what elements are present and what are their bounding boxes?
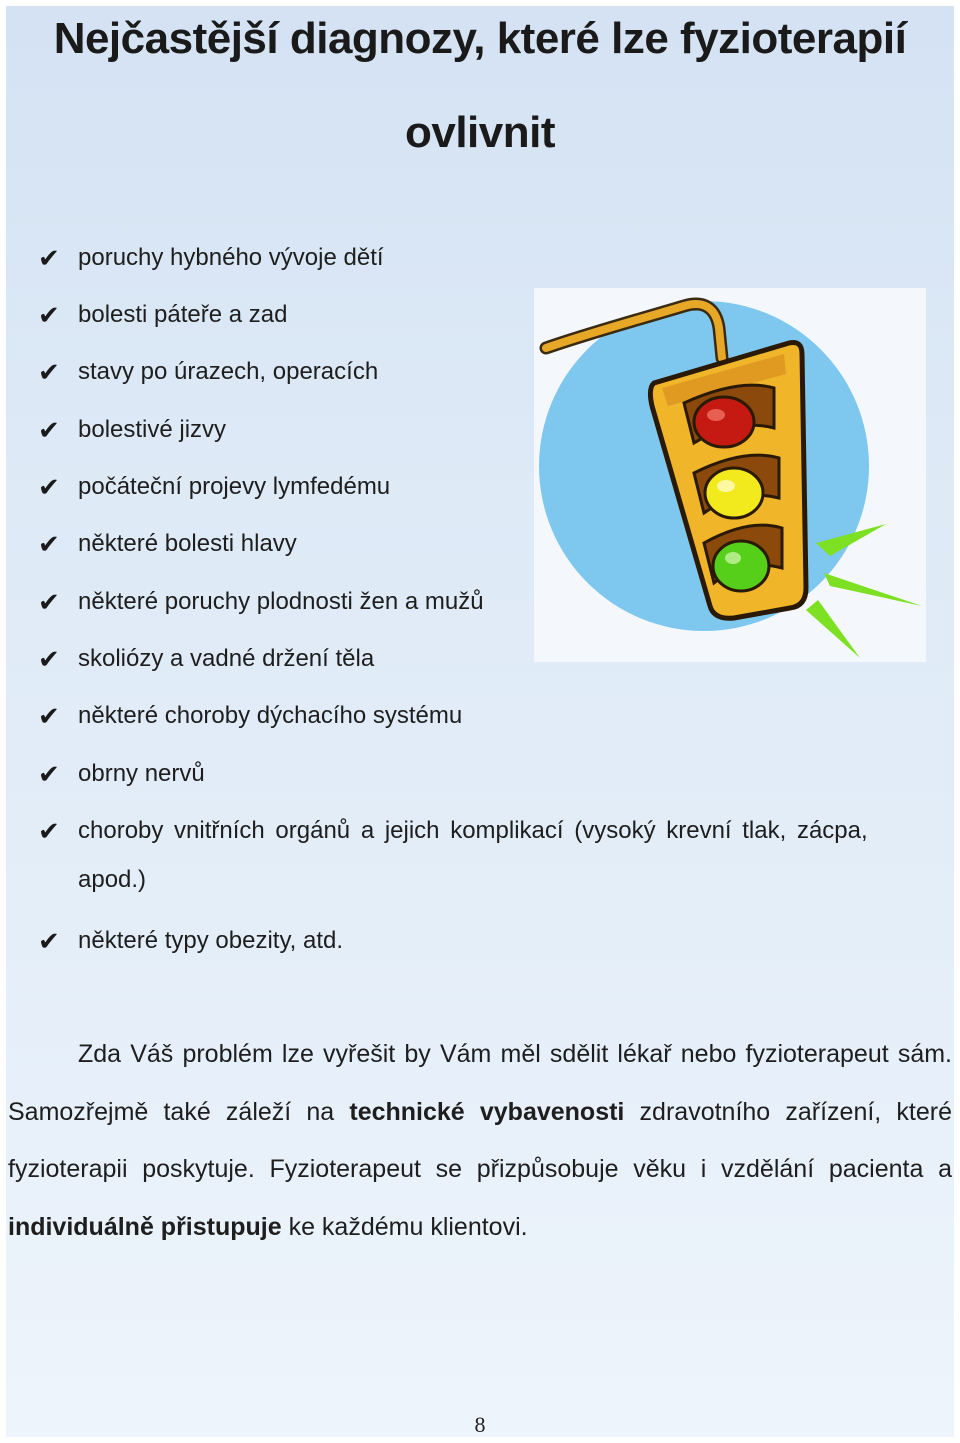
list-item: ✔ obrny nervů <box>38 759 205 789</box>
page-number: 8 <box>474 1412 486 1437</box>
green-light <box>713 541 769 591</box>
yellow-light <box>705 468 763 518</box>
list-item: ✔ některé bolesti hlavy <box>38 529 297 559</box>
info-paragraph: Zda Váš problém lze vyřešit by Vám měl sdělit lékař nebo fyzioterapeut sám. Samozřejmě také záleží na technické vybavenosti zdravotního zařízení, které fyzioterapii poskytuje. Fyzioterapeut se přizpůsobuje věku i vzdělání pacienta a individuálně přistupuje ke každému klientovi. <box>8 1040 952 1241</box>
checkmark-icon: ✔ <box>38 300 60 330</box>
checkmark-icon: ✔ <box>38 644 60 674</box>
list-item: ✔ některé choroby dýchacího systému <box>38 701 463 731</box>
page-title-line-1: Nejčastější diagnozy, které lze fyzioterapií <box>53 14 907 63</box>
list-item: ✔ skoliózy a vadné držení těla <box>38 644 375 674</box>
list-item: ✔ počáteční projevy lymfedému <box>38 472 391 502</box>
emphasis-technical-equipment: technické vybavenosti <box>349 1097 625 1126</box>
checkmark-icon: ✔ <box>38 816 60 846</box>
checkmark-icon: ✔ <box>38 415 60 445</box>
checkmark-icon: ✔ <box>38 357 60 387</box>
checkmark-icon: ✔ <box>38 701 60 731</box>
checkmark-icon: ✔ <box>38 243 60 273</box>
list-item: ✔ stavy po úrazech, operacích <box>38 357 379 387</box>
checkmark-icon: ✔ <box>38 472 60 502</box>
checkmark-icon: ✔ <box>38 926 60 956</box>
emphasis-individual-approach: individuálně přistupuje <box>8 1212 282 1241</box>
list-item: ✔ bolestivé jizvy <box>38 415 227 445</box>
page-title-line-2: ovlivnit <box>404 108 556 157</box>
list-item-continuation: apod.) <box>78 866 147 893</box>
list-item: ✔ choroby vnitřních orgánů a jejich komplikací (vysoký krevní tlak, zácpa, <box>38 816 868 846</box>
list-item: ✔ některé poruchy plodnosti žen a mužů <box>38 587 484 617</box>
list-item: ✔ bolesti páteře a zad <box>38 300 288 330</box>
checkmark-icon: ✔ <box>38 759 60 789</box>
list-item: ✔ některé typy obezity, atd. <box>38 926 344 956</box>
red-light <box>694 397 754 447</box>
traffic-light-icon <box>534 288 926 662</box>
checkmark-icon: ✔ <box>38 529 60 559</box>
checkmark-icon: ✔ <box>38 587 60 617</box>
list-item: ✔ poruchy hybného vývoje dětí <box>38 243 384 273</box>
